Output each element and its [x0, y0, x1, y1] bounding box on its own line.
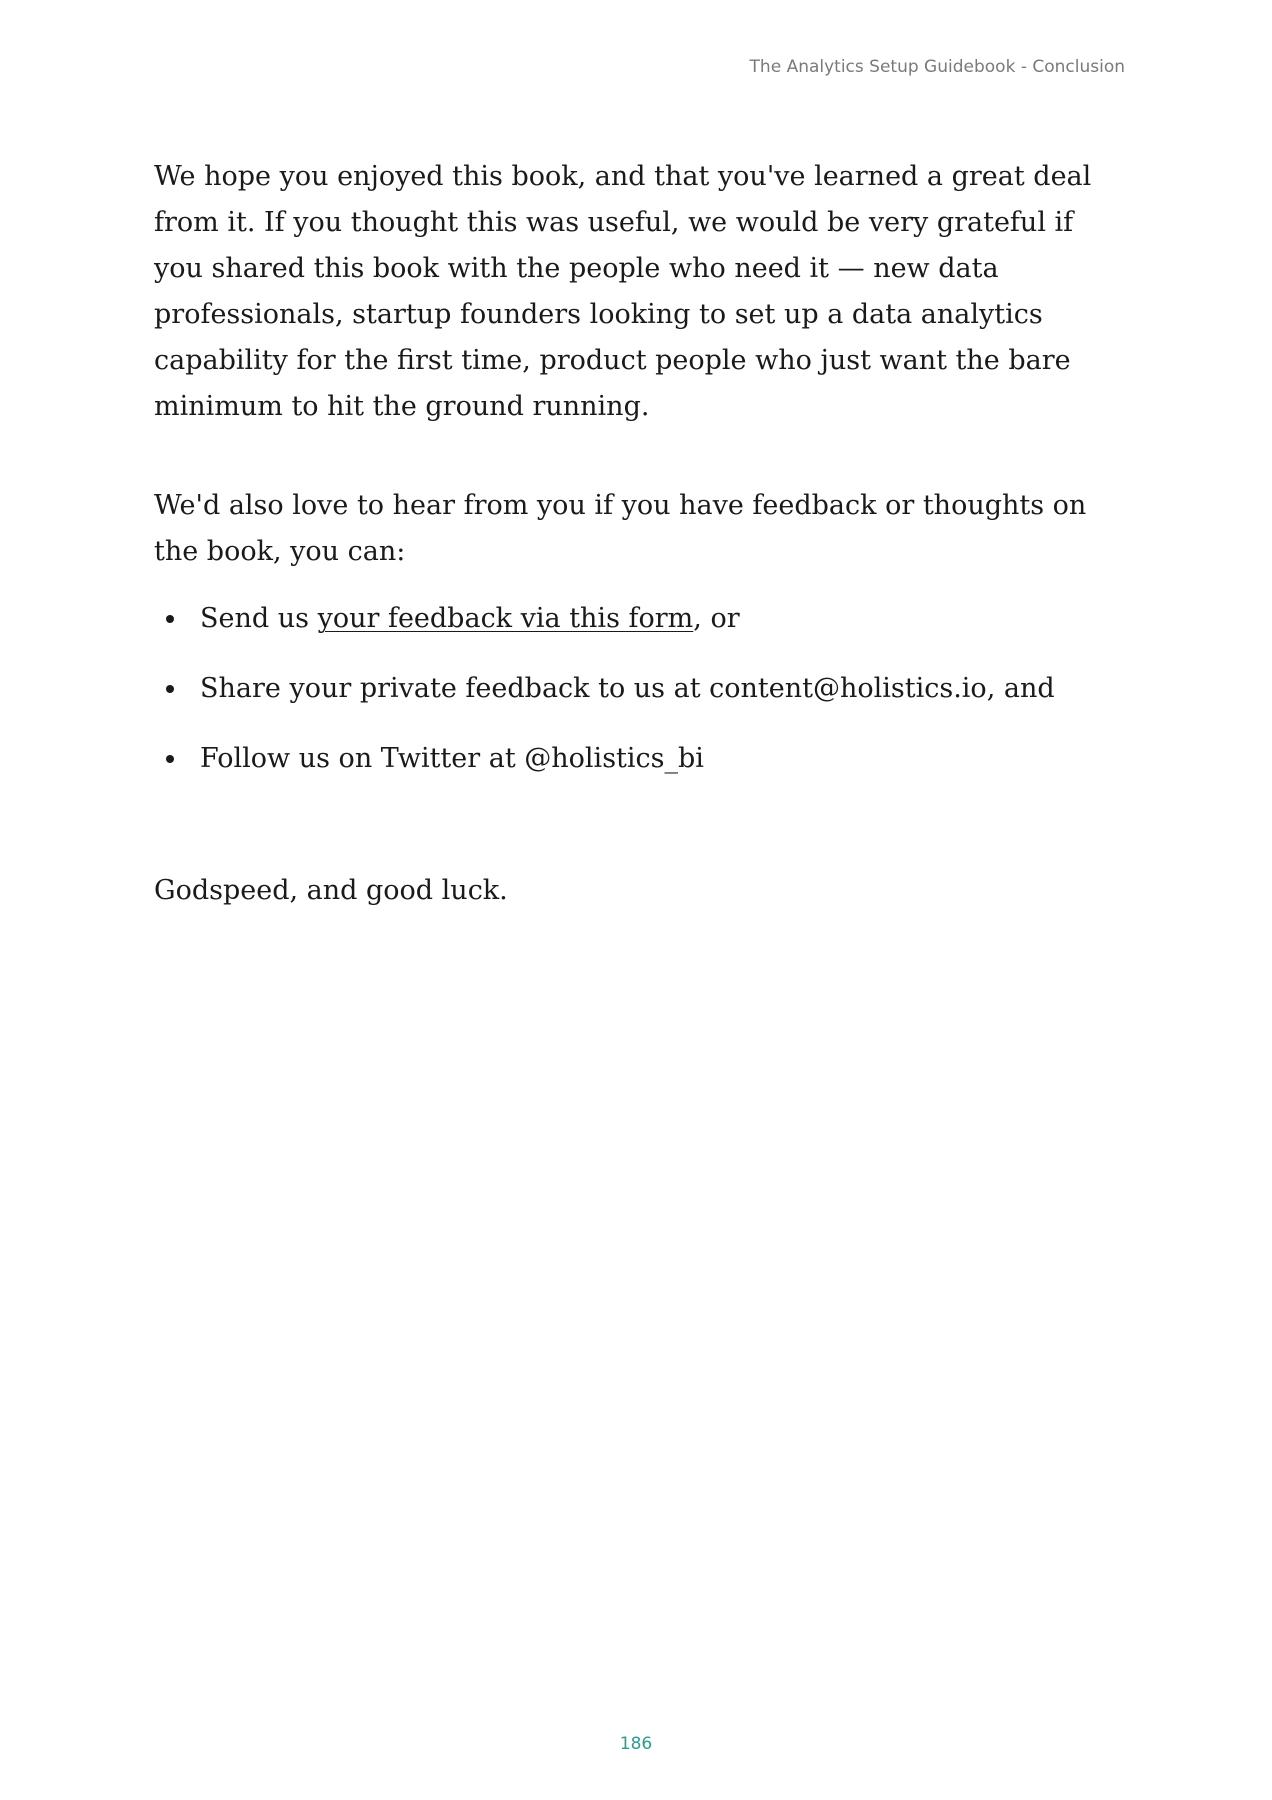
page-content [154, 154, 1114, 914]
feedback-form-link[interactable]: your feedback via this form [317, 603, 694, 634]
closing-line: Godspeed, and good luck. [154, 875, 508, 906]
bullet-icon [166, 755, 174, 763]
feedback-paragraph: We'd also love to hear from you if you have feedback or thoughts on the book, you can: [154, 490, 1087, 567]
bullet-text: Follow us on Twitter at @holistics_bi [200, 743, 704, 774]
list-item-twitter [154, 736, 1114, 782]
bullet-icon [166, 685, 174, 693]
bullet-prefix: Send us [200, 603, 318, 634]
list-item-private-feedback [154, 666, 1114, 712]
list-item-feedback-form [154, 596, 1114, 642]
feedback-options-list [154, 596, 1114, 782]
intro-paragraph: We hope you enjoyed this book, and that you've learned a great deal from it. If you thought this was useful, we would be very grateful if you shared this book with the people who need it — new data professionals, startup founders looking to set up a data analytics capability for the first time, product people who just want the bare minimum to hit the ground running. [154, 161, 1092, 422]
bullet-text: Share your private feedback to us at content@holistics.io, and [200, 673, 1055, 704]
bullet-suffix: , or [693, 603, 740, 634]
bullet-icon [166, 615, 174, 623]
running-header: The Analytics Setup Guidebook - Conclusion [749, 57, 1125, 77]
page-number: 186 [619, 1734, 653, 1754]
